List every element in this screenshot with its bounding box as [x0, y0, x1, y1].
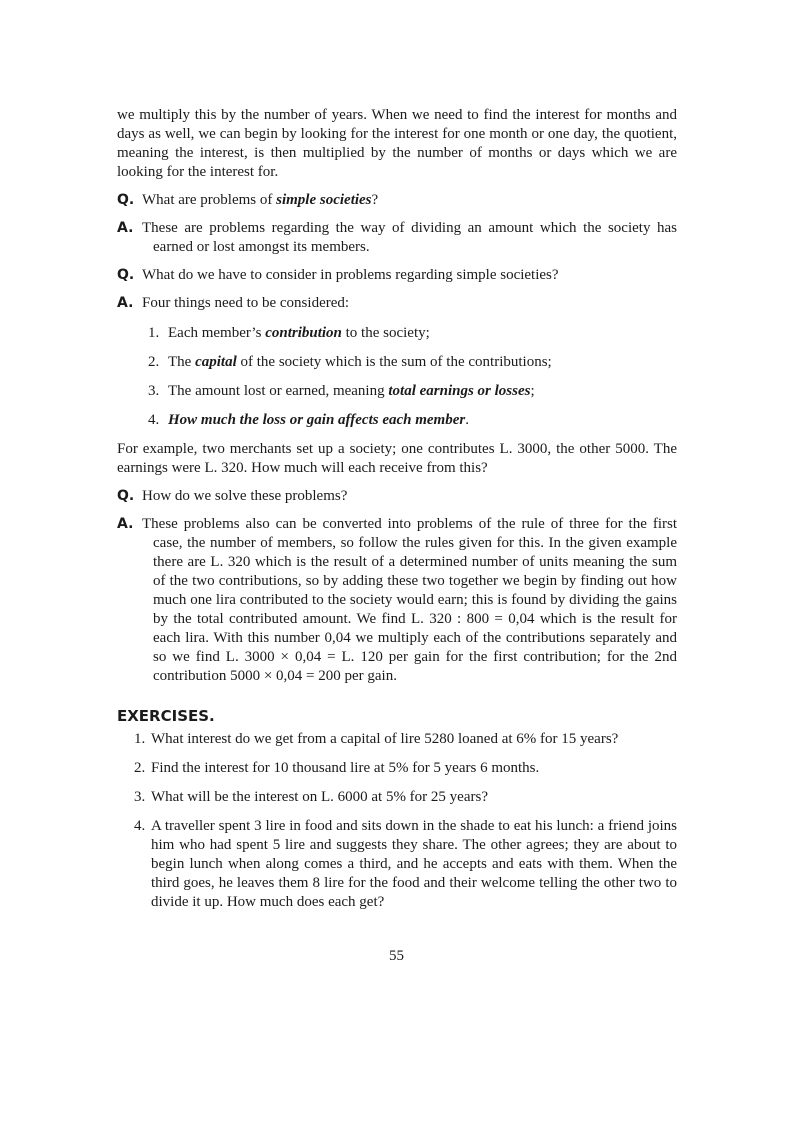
exercise-number: 3.	[134, 789, 146, 805]
text-segment: ;	[530, 383, 535, 399]
text-segment: Each member’s	[168, 325, 266, 341]
qa-question-1	[117, 191, 677, 210]
intro-paragraph: we multiply this by the number of years. When we need to find the interest for months and days as well, we can begin by looking for the interest for one month or one day, the quotient, meaning the interest, is then multiplied by the number of months or days which we are looking for the interest for.	[117, 107, 677, 180]
emphasis-text: capital	[195, 354, 237, 370]
emphasis-text: contribution	[265, 325, 342, 341]
qa-answer-1	[117, 219, 677, 257]
list-item-2	[117, 353, 677, 372]
exercise-text: Find the interest for 10 thousand lire at 5% for 5 years 6 months.	[151, 760, 540, 776]
considerations-list	[117, 324, 677, 430]
page-number: 55	[389, 948, 404, 964]
text-segment: What are problems of	[142, 192, 277, 208]
exercise-text: What will be the interest on L. 6000 at 5% for 25 years?	[151, 789, 488, 805]
exercise-number: 4.	[134, 818, 146, 834]
exercises-list	[117, 730, 677, 912]
qa-question-3	[117, 487, 677, 506]
answer-label: A.	[117, 516, 134, 532]
list-item-1	[117, 324, 677, 343]
text-segment: ?	[371, 192, 379, 208]
text-segment: The	[168, 354, 196, 370]
question-text	[142, 191, 677, 210]
page-content	[117, 106, 677, 922]
question-label: Q.	[117, 267, 135, 283]
exercise-number: 2.	[134, 760, 146, 776]
text-segment: .	[465, 412, 469, 428]
exercise-item-4	[117, 817, 677, 912]
answer-label: A.	[117, 295, 134, 311]
exercise-item-3	[117, 788, 677, 807]
qa-answer-3	[117, 515, 677, 686]
emphasis-text: How much the loss or gain affects each member	[168, 412, 466, 428]
emphasis-text: simple societies	[276, 192, 372, 208]
list-number: 4.	[148, 412, 160, 428]
list-item-4	[117, 411, 677, 430]
exercises-heading: EXERCISES.	[117, 707, 215, 725]
answer-text: These problems also can be converted into problems of the rule of three for the first case, the number of members, so follow the rules given for this. In the given example there are L. 320 which is the result of a determined number of units meaning the sum of the two contributions, so by adding these two together we begin by finding out how much one lira contributed to the society would earn; this is found by dividing the gains by the total contributed amount. We find L. 320 : 800 = 0,04 which is the result for each lira. With this number 0,04 we multiply each of the contributions separately and so we find L. 3000 × 0,04 = L. 120 per gain for the first contribution; for the 2nd contribution 5000 × 0,04 = 200 per gain.	[142, 516, 677, 684]
text-segment: The amount lost or earned, meaning	[168, 383, 389, 399]
question-text: What do we have to consider in problems regarding simple societies?	[142, 267, 559, 283]
list-item-3	[117, 382, 677, 401]
question-label: Q.	[117, 192, 135, 208]
emphasis-text: total earnings or losses	[388, 383, 531, 399]
answer-text: These are problems regarding the way of dividing an amount which the society has earned or lost amongst its members.	[142, 220, 677, 255]
question-label: Q.	[117, 488, 135, 504]
exercise-text: What interest do we get from a capital of lire 5280 loaned at 6% for 15 years?	[151, 731, 619, 747]
answer-text: Four things need to be considered:	[142, 295, 350, 311]
exercise-item-1	[117, 730, 677, 749]
list-number: 2.	[148, 354, 160, 370]
text-segment: to the society;	[341, 325, 430, 341]
answer-label: A.	[117, 220, 134, 236]
list-number: 1.	[148, 325, 160, 341]
question-text: How do we solve these problems?	[142, 488, 348, 504]
qa-answer-2	[117, 294, 677, 313]
list-number: 3.	[148, 383, 160, 399]
qa-question-2	[117, 266, 677, 285]
exercise-number: 1.	[134, 731, 146, 747]
exercise-text: A traveller spent 3 lire in food and sits down in the shade to eat his lunch: a friend joins him who had spent 5 lire and suggests they share. The other agrees; they are about to begin lunch when along comes a third, and he accepts and eats with them. When the third goes, he leaves them 8 lire for the food and their welcome telling the other two to divide it up. How much does each get?	[151, 818, 677, 910]
example-paragraph: For example, two merchants set up a society; one contributes L. 3000, the other 5000. The earnings were L. 320. How much will each receive from this?	[117, 441, 677, 476]
text-segment: of the society which is the sum of the contributions;	[236, 354, 552, 370]
exercise-item-2	[117, 759, 677, 778]
